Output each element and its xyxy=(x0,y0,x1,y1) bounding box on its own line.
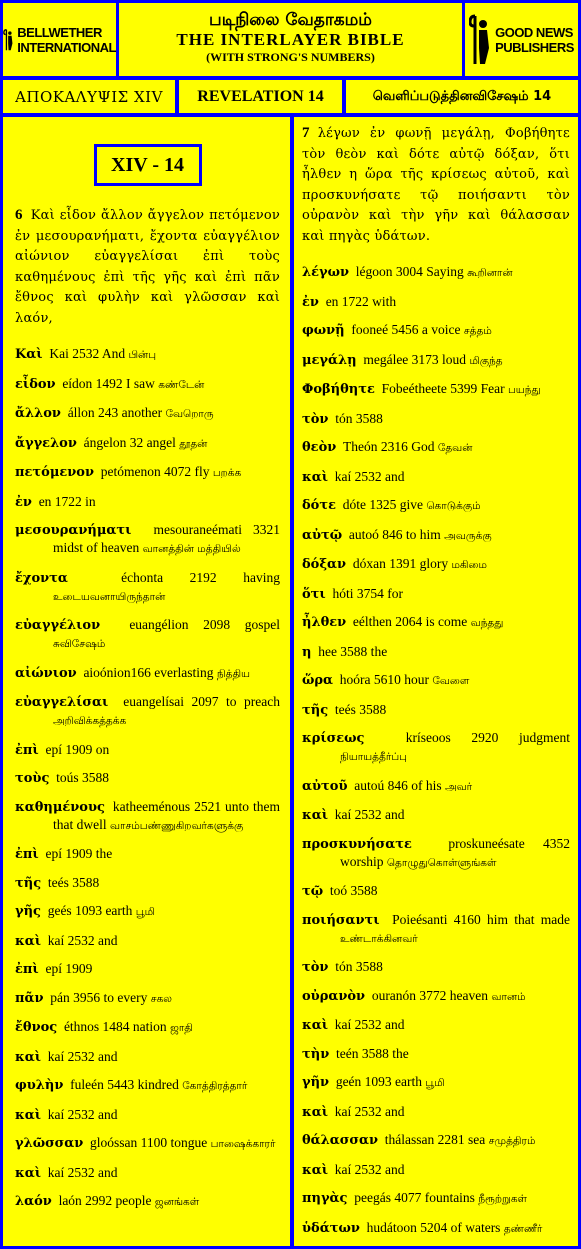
tamil-gloss: பறக்க xyxy=(212,467,242,479)
transliteration-strongs-english: hoóra 5610 hour xyxy=(339,672,430,687)
greek-word: τῷ xyxy=(302,884,324,899)
tamil-gloss: உண்டாக்கினவர் xyxy=(340,932,418,945)
word-entry xyxy=(15,375,280,394)
greek-word: ἐν xyxy=(15,494,32,510)
tamil-book-text: வெளிப்படுத்தினவிசேஷம் 14 xyxy=(372,88,552,104)
transliteration-strongs-english: pán 3956 to every xyxy=(50,989,148,1005)
logo-right-line1: GOOD NEWS xyxy=(495,24,573,40)
greek-word: καὶ xyxy=(15,1107,42,1123)
tamil-gloss: கொடுக்கும் xyxy=(426,500,481,512)
greek-word: πᾶν xyxy=(15,990,44,1006)
word-entry xyxy=(302,351,570,370)
transliteration-strongs-english: kaí 2532 and xyxy=(47,1106,118,1122)
greek-word: καὶ xyxy=(15,933,42,949)
tamil-gloss: வானம் xyxy=(491,990,526,1003)
greek-word: τῆς xyxy=(15,875,42,891)
transliteration-strongs-english: légoon 3004 Saying xyxy=(355,264,464,279)
english-book-text: REVELATION 14 xyxy=(197,87,324,105)
word-entry xyxy=(302,643,570,661)
bellwether-logo xyxy=(3,3,116,76)
tamil-book-label xyxy=(346,80,578,113)
greek-word: μεγάλῃ xyxy=(302,352,357,368)
verse-text: Καὶ εἶδον ἄλλον ἄγγελον πετόμενον ἐν μεσουρανήματι, ἔχοντα εὐαγγέλιον αἰώνιον εὐαγγελίσαι ἐπὶ τοὺς καθημένους ἐπὶ τῆς γῆς καὶ ἐπὶ πᾶν ἔθνος καὶ φυλὴν καὶ γλῶσσαν καὶ λαόν, xyxy=(15,208,280,326)
transliteration-strongs-english: kaí 2532 and xyxy=(334,468,405,484)
word-entry xyxy=(302,526,570,545)
transliteration-strongs-english: en 1722 in xyxy=(38,493,96,509)
greek-word: καὶ xyxy=(302,469,329,485)
transliteration-strongs-english: eídon 1492 I saw xyxy=(62,375,155,391)
greek-word: λαόν xyxy=(15,1194,52,1209)
transliteration-strongs-english: állon 243 another xyxy=(67,405,163,420)
greek-word: ἄλλον xyxy=(15,406,61,421)
greek-book-label xyxy=(3,80,175,113)
verse-text: λέγων ἐν φωνῇ μεγάλῃ, Φοβήθητε τὸν θεὸν καὶ δότε αὐτῷ δόξαν, ὅτι ἦλθεν η ὥρα τῆς κρίσεως αὐτοῦ, καὶ προσκυνήσατε τῷ ποιήσαντι τὸν οὐρανὸν καὶ τὴν γῆν καὶ θάλασσαν καὶ πηγὰς ὑδάτων. xyxy=(302,126,570,244)
word-entry xyxy=(302,468,570,486)
tamil-gloss: மிகுந்த xyxy=(469,354,503,367)
word-entry xyxy=(302,263,570,282)
transliteration-strongs-english: kaí 2532 and xyxy=(47,1164,118,1180)
greek-word: θάλασσαν xyxy=(302,1133,378,1148)
transliteration-strongs-english: thálassan 2281 sea xyxy=(384,1132,486,1147)
word-entry xyxy=(15,693,280,730)
transliteration-strongs-english: petómenon 4072 fly xyxy=(100,464,210,479)
greek-word: καὶ xyxy=(15,1049,42,1065)
tamil-gloss: தொழுதுகொள்ளுங்கள் xyxy=(386,856,497,869)
tamil-gloss: அவர் xyxy=(444,780,473,793)
transliteration-strongs-english: kríseoos 2920 judgment xyxy=(405,730,570,745)
tamil-gloss: சகல xyxy=(150,992,173,1005)
word-entry xyxy=(302,613,570,632)
tamil-gloss: வேறொரு xyxy=(165,408,214,420)
tamil-gloss: பாஷைக்காரர் xyxy=(210,1138,276,1150)
word-entry xyxy=(15,521,280,558)
transliteration-strongs-english: kaí 2532 and xyxy=(334,1103,405,1119)
greek-word: δόξαν xyxy=(302,557,347,572)
transliteration-strongs-english: euangelísai 2097 to preach xyxy=(123,694,281,709)
transliteration-strongs-english: geén 1093 earth xyxy=(335,1074,423,1089)
transliteration-strongs-english: aioónion166 everlasting xyxy=(83,664,214,680)
transliteration-strongs-english: Theón 2316 God xyxy=(343,439,435,454)
tamil-gloss: கோத்திரத்தார் xyxy=(182,1080,248,1092)
tamil-gloss: சத்தம் xyxy=(463,325,492,337)
tamil-gloss: பின்பு xyxy=(128,349,157,361)
tamil-gloss: தேவன் xyxy=(437,442,473,454)
transliteration-strongs-english: hudátoon 5204 of waters xyxy=(366,1219,501,1235)
title-english: THE INTERLAYER BIBLE xyxy=(176,30,405,49)
greek-word: ἦλθεν xyxy=(302,615,347,630)
transliteration-strongs-english: kaí 2532 and xyxy=(47,932,118,948)
transliteration-strongs-english: en 1722 with xyxy=(325,293,397,309)
transliteration-strongs-english: geés 1093 earth xyxy=(47,903,133,918)
word-entry xyxy=(302,293,570,311)
greek-word: Καὶ xyxy=(15,347,43,362)
tamil-gloss: வாசம்பண்ணுகிறவர்களுக்கு xyxy=(110,819,244,832)
verse-number: 7 xyxy=(302,125,310,141)
word-entry xyxy=(302,438,570,457)
word-entry xyxy=(15,902,280,921)
word-entry xyxy=(302,1045,570,1063)
word-entry xyxy=(15,1048,280,1066)
transliteration-strongs-english: kaí 2532 and xyxy=(47,1048,118,1064)
tamil-gloss: உடையவனாயிருந்தான் xyxy=(53,590,166,603)
transliteration-strongs-english: teés 3588 xyxy=(47,874,100,890)
verse-6-greek xyxy=(15,205,280,329)
transliteration-strongs-english: katheeménous 2521 unto them that dwell xyxy=(53,798,281,832)
transliteration-strongs-english: teés 3588 xyxy=(334,701,387,717)
greek-word: λέγων xyxy=(302,265,349,280)
transliteration-strongs-english: epí 1909 on xyxy=(45,741,110,757)
greek-word: ποιήσαντι xyxy=(302,912,380,928)
word-entry xyxy=(15,569,280,606)
word-entry xyxy=(302,701,570,719)
greek-word: μεσουρανήματι xyxy=(15,523,132,538)
greek-word: ἔθνος xyxy=(15,1020,58,1035)
word-entry xyxy=(15,845,280,863)
word-entry xyxy=(302,585,570,603)
tamil-gloss: ஜாதி xyxy=(170,1022,193,1034)
greek-word: τὸν xyxy=(302,960,329,975)
logo-left-line2: INTERNATIONAL xyxy=(17,39,116,55)
tamil-gloss: அவருக்கு xyxy=(444,529,492,542)
greek-word: εὐαγγελίσαι xyxy=(15,695,109,710)
word-entry xyxy=(15,664,280,683)
tamil-gloss: சுவிசேஷம் xyxy=(53,638,106,650)
transliteration-strongs-english: laón 2992 people xyxy=(58,1193,152,1208)
transliteration-strongs-english: échonta 2192 having xyxy=(121,569,280,585)
greek-word: τὸν xyxy=(302,411,329,427)
greek-word: καὶ xyxy=(302,1162,329,1178)
transliteration-strongs-english: euangélion 2098 gospel xyxy=(129,617,280,632)
logo-right-line2: PUBLISHERS xyxy=(495,39,574,55)
tamil-gloss: நீரூற்றுகள் xyxy=(478,1193,528,1205)
transliteration-strongs-english: autoó 846 to him xyxy=(348,526,441,542)
word-entry xyxy=(302,555,570,574)
transliteration-strongs-english: teén 3588 the xyxy=(335,1045,409,1061)
shepherd-icon xyxy=(469,14,491,66)
tamil-gloss: நித்திய xyxy=(216,667,251,680)
tamil-gloss: தூதன் xyxy=(179,437,208,450)
greek-word: αὐτοῦ xyxy=(302,778,348,794)
transliteration-strongs-english: epí 1909 xyxy=(45,961,93,976)
word-entry xyxy=(302,1161,570,1179)
greek-word: η xyxy=(302,644,312,660)
verse-7-column xyxy=(294,117,578,1246)
greek-word: ἔχοντα xyxy=(15,570,68,586)
transliteration-strongs-english: ouranón 3772 heaven xyxy=(371,987,489,1003)
word-entry xyxy=(302,1131,570,1150)
transliteration-strongs-english: mesouraneémati 3321 midst of heaven xyxy=(53,522,280,555)
tamil-gloss: கூறினான் xyxy=(467,267,513,279)
greek-word: αὐτῷ xyxy=(302,527,343,543)
word-entry xyxy=(15,769,280,787)
transliteration-strongs-english: eélthen 2064 is come xyxy=(352,614,468,629)
greek-word: φυλὴν xyxy=(15,1078,64,1093)
greek-word: αἰώνιον xyxy=(15,665,77,681)
greek-word: εἶδον xyxy=(15,376,56,392)
greek-word: οὐρανὸν xyxy=(302,988,366,1004)
transliteration-strongs-english: kaí 2532 and xyxy=(334,1161,405,1177)
word-entry xyxy=(302,958,570,976)
transliteration-strongs-english: hee 3588 the xyxy=(318,643,388,659)
transliteration-strongs-english: hóti 3754 for xyxy=(332,585,403,601)
greek-word: ἐν xyxy=(302,294,319,310)
word-entry xyxy=(302,1016,570,1034)
word-entry xyxy=(15,874,280,892)
transliteration-strongs-english: peegás 4077 fountains xyxy=(354,1190,475,1205)
tamil-gloss: நியாயத்தீர்ப்பு xyxy=(340,751,407,763)
transliteration-strongs-english: autoú 846 of his xyxy=(354,777,442,793)
greek-word: φωνῇ xyxy=(302,323,345,338)
word-entry xyxy=(15,1192,280,1211)
greek-word: τῆς xyxy=(302,702,329,718)
word-entry xyxy=(302,729,570,766)
transliteration-strongs-english: éthnos 1484 nation xyxy=(63,1019,167,1034)
word-entry xyxy=(302,321,570,340)
greek-word: Φοβήθητε xyxy=(302,382,375,397)
word-entry xyxy=(302,806,570,824)
word-entry xyxy=(302,671,570,690)
word-entry xyxy=(302,777,570,796)
transliteration-strongs-english: kaí 2532 and xyxy=(334,1017,405,1032)
tamil-gloss: கண்டேன் xyxy=(158,378,205,391)
greek-word: εὐαγγέλιον xyxy=(15,618,101,633)
transliteration-strongs-english: ángelon 32 angel xyxy=(83,434,176,450)
greek-word: γλῶσσαν xyxy=(15,1136,84,1151)
greek-word: τοὺς xyxy=(15,771,50,786)
shepherd-icon xyxy=(3,14,13,66)
word-entry xyxy=(302,1219,570,1238)
transliteration-strongs-english: fuleén 5443 kindred xyxy=(70,1077,179,1092)
word-entry xyxy=(15,798,280,835)
word-entry xyxy=(302,987,570,1006)
word-entry xyxy=(15,463,280,482)
transliteration-strongs-english: toó 3588 xyxy=(329,883,378,898)
transliteration-strongs-english: kaí 2532 and xyxy=(334,807,405,822)
greek-word: ἐπὶ xyxy=(15,962,39,977)
greek-word: δότε xyxy=(302,498,336,513)
greek-word: πετόμενον xyxy=(15,465,94,480)
word-entry xyxy=(302,1103,570,1121)
greek-word: καθημένους xyxy=(15,799,105,815)
tamil-gloss: சமுத்திரம் xyxy=(488,1135,536,1147)
transliteration-strongs-english: proskuneésate 4352 worship xyxy=(340,835,570,869)
word-entry xyxy=(302,911,570,948)
greek-word: ἐπὶ xyxy=(15,742,39,758)
greek-word: τὴν xyxy=(302,1046,330,1062)
transliteration-strongs-english: Poieésanti 4160 him that made xyxy=(392,911,570,927)
greek-word: ὥρα xyxy=(302,673,334,688)
transliteration-strongs-english: Fobeétheete 5399 Fear xyxy=(381,381,505,396)
word-entry xyxy=(15,404,280,423)
english-book-label xyxy=(179,80,342,113)
verse-number: 6 xyxy=(15,207,23,223)
transliteration-strongs-english: dóte 1325 give xyxy=(342,497,423,512)
word-entry xyxy=(302,882,570,900)
title-tamil: படிநிலை வேதாகமம் xyxy=(209,10,372,30)
word-entry xyxy=(15,932,280,950)
word-entry xyxy=(302,410,570,428)
word-entry xyxy=(15,989,280,1008)
word-entry xyxy=(15,434,280,453)
word-entry xyxy=(15,1076,280,1095)
greek-word: θεὸν xyxy=(302,440,337,455)
tamil-gloss: வேளை xyxy=(432,675,470,687)
greek-word: ὑδάτων xyxy=(302,1220,360,1236)
title-block xyxy=(119,3,462,76)
greek-word: ὅτι xyxy=(302,586,326,602)
greek-word: γῆν xyxy=(302,1075,330,1090)
transliteration-strongs-english: tón 3588 xyxy=(335,959,383,974)
word-entry xyxy=(15,960,280,978)
tamil-gloss: பயந்து xyxy=(507,384,541,396)
transliteration-strongs-english: toús 3588 xyxy=(56,770,109,785)
transliteration-strongs-english: gloóssan 1100 tongue xyxy=(90,1135,208,1150)
verse-7-word-list xyxy=(302,263,570,1238)
tamil-gloss: வானத்தின் மத்தியில் xyxy=(142,543,241,555)
tamil-gloss: பூமி xyxy=(135,906,156,918)
word-entry xyxy=(302,1189,570,1208)
word-entry xyxy=(15,1106,280,1124)
tamil-gloss: தண்ணீர் xyxy=(503,1222,543,1235)
good-news-logo xyxy=(465,3,578,76)
verse-6-word-list xyxy=(15,345,280,1211)
verse-7-greek xyxy=(302,123,570,247)
word-entry xyxy=(302,835,570,872)
transliteration-strongs-english: tón 3588 xyxy=(335,410,383,426)
transliteration-strongs-english: megálee 3173 loud xyxy=(363,351,467,367)
transliteration-strongs-english: fooneé 5456 a voice xyxy=(351,322,461,337)
tamil-gloss: அறிவிக்கத்தக்க xyxy=(53,715,127,727)
word-entry xyxy=(302,496,570,515)
word-entry xyxy=(15,493,280,511)
greek-word: καὶ xyxy=(302,1018,329,1033)
logo-left-line1: BELLWETHER xyxy=(17,24,102,40)
transliteration-strongs-english: Kai 2532 And xyxy=(49,346,126,361)
greek-word: ἐπὶ xyxy=(15,847,39,862)
verse-6-column xyxy=(3,117,290,1246)
subtitle: (WITH STRONG'S NUMBERS) xyxy=(206,50,375,64)
greek-word: γῆς xyxy=(15,904,41,919)
greek-word: καὶ xyxy=(302,1104,329,1120)
greek-word: κρίσεως xyxy=(302,731,365,746)
transliteration-strongs-english: dóxan 1391 glory xyxy=(352,556,449,571)
tamil-gloss: ஜனங்கள் xyxy=(154,1196,200,1208)
word-entry xyxy=(15,1164,280,1182)
greek-word: πηγὰς xyxy=(302,1191,348,1206)
word-entry xyxy=(15,1134,280,1153)
word-entry xyxy=(302,1073,570,1092)
tamil-gloss: மகிமை xyxy=(451,559,487,571)
greek-word: ἄγγελον xyxy=(15,435,77,451)
word-entry xyxy=(15,1018,280,1037)
word-entry xyxy=(15,616,280,653)
tamil-gloss: பூமி xyxy=(425,1077,445,1089)
greek-book-text: ΑΠΟΚΑΛΥΨΙΣ XIV xyxy=(15,87,163,106)
transliteration-strongs-english: epí 1909 the xyxy=(45,846,113,861)
greek-word: προσκυνήσατε xyxy=(302,836,412,852)
greek-word: καὶ xyxy=(15,1165,42,1181)
word-entry xyxy=(15,741,280,759)
greek-word: καὶ xyxy=(302,808,329,823)
word-entry xyxy=(302,380,570,399)
chapter-label: XIV - 14 xyxy=(94,144,202,186)
tamil-gloss: வந்தது xyxy=(470,617,504,629)
word-entry xyxy=(15,345,280,364)
